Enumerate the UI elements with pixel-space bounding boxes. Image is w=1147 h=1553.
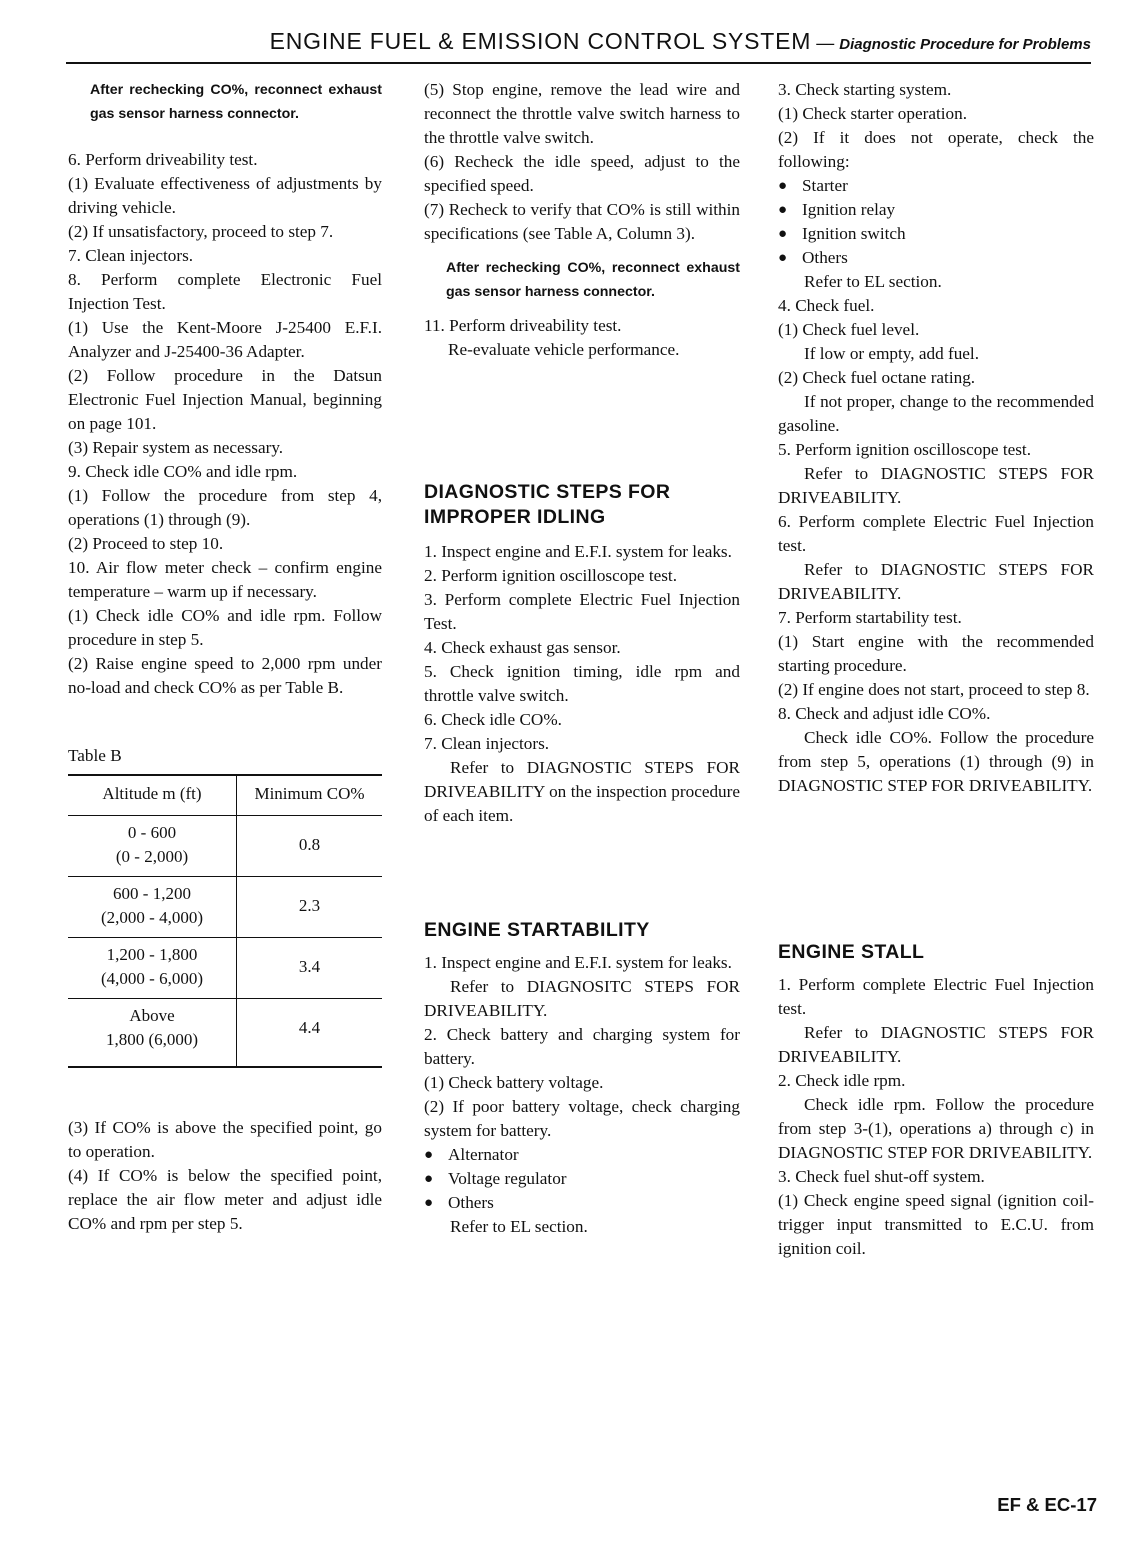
section-engine-startability-title: ENGINE STARTABILITY bbox=[424, 919, 650, 941]
step-6-2: (2) If unsatisfactory, proceed to step 7. bbox=[68, 222, 334, 241]
startability-refer: Refer to DIAGNOSITC STEPS FOR DRIVEABILITY. bbox=[424, 977, 740, 1020]
step-8-3: (3) Repair system as necessary. bbox=[68, 438, 284, 457]
startability-step-3-2: (2) If it does not operate, check the following: bbox=[778, 128, 1094, 171]
column-right bbox=[778, 78, 1094, 1261]
step-10-7: (7) Recheck to verify that CO% is still within specifications (see Table A, Column 3). bbox=[424, 200, 740, 243]
startability-step-7-2: (2) If engine does not start, proceed to step 8. bbox=[778, 680, 1090, 699]
table-cell-altitude: Above 1,800 (6,000) bbox=[68, 999, 237, 1068]
step-9: 9. Check idle CO% and idle rpm. bbox=[68, 462, 298, 481]
bullet-icon: ● bbox=[778, 178, 788, 194]
idling-step-1: 1. Inspect engine and E.F.I. system for leaks. bbox=[424, 542, 732, 561]
step-8-2: (2) Follow procedure in the Datsun Electronic Fuel Injection Manual, beginning on page 101. bbox=[68, 366, 382, 433]
step-6-1: (1) Evaluate effectiveness of adjustments by driving vehicle. bbox=[68, 174, 382, 217]
table-row bbox=[68, 877, 382, 938]
section-improper-idling-title: DIAGNOSTIC STEPS FOR IMPROPER IDLING bbox=[424, 481, 671, 528]
table-header-minimum-co: Minimum CO% bbox=[237, 775, 383, 816]
step-10-1: (1) Check idle CO% and idle rpm. Follow procedure in step 5. bbox=[68, 606, 382, 649]
step-8-1: (1) Use the Kent-Moore J-25400 E.F.I. Analyzer and J-25400-36 Adapter. bbox=[68, 318, 382, 361]
step-11-text: Re-evaluate vehicle performance. bbox=[448, 340, 680, 359]
bullet-icon: ● bbox=[778, 202, 788, 218]
bullet-icon: ● bbox=[778, 250, 788, 266]
section-engine-stall-title: ENGINE STALL bbox=[778, 941, 925, 963]
idling-refer-note: Refer to DIAGNOSTIC STEPS FOR DRIVEABILITY on the inspection procedure of each item. bbox=[424, 758, 740, 825]
table-cell-min-co: 4.4 bbox=[298, 1018, 321, 1037]
page-number: EF & EC-17 bbox=[997, 1494, 1097, 1515]
step-8-text: Check idle CO%. Follow the procedure from step 5, operations (1) through (9) in DIAGNOSTIC STEP FOR DRIVEABILITY. bbox=[778, 728, 1094, 795]
list-item: ● Others bbox=[424, 1191, 740, 1215]
step-9-1: (1) Follow the procedure from step 4, operations (1) through (9). bbox=[68, 486, 382, 529]
step-11: 11. Perform driveability test. bbox=[424, 316, 622, 335]
startability-step-2-2: (2) If poor battery voltage, check charging system for battery. bbox=[424, 1097, 740, 1140]
startability-step-6: 6. Perform complete Electric Fuel Injection test. bbox=[778, 512, 1094, 555]
startability-refer-el: Refer to EL section. bbox=[450, 1217, 588, 1236]
table-cell-altitude: 0 - 600 (0 - 2,000) bbox=[68, 816, 237, 877]
startability-step-5: 5. Perform ignition oscilloscope test. bbox=[778, 440, 1032, 459]
step-10-3: (3) If CO% is above the specified point, go to operation. bbox=[68, 1118, 382, 1161]
idling-step-5: 5. Check ignition timing, idle rpm and throttle valve switch. bbox=[424, 662, 740, 705]
list-item: ● Starter bbox=[778, 174, 1094, 198]
idling-step-3: 3. Perform complete Electric Fuel Injection Test. bbox=[424, 590, 740, 633]
stall-step-2: 2. Check idle rpm. bbox=[778, 1071, 906, 1090]
table-b-label: Table B bbox=[68, 746, 122, 765]
list-item: ● Ignition switch bbox=[778, 222, 1094, 246]
header-dash: — bbox=[816, 33, 835, 53]
column-left bbox=[68, 78, 382, 1236]
step-10: 10. Air flow meter check – confirm engine temperature – warm up if necessary. bbox=[68, 558, 382, 601]
stall-step-2-text: Check idle rpm. Follow the procedure from step 3-(1), operations a) through c) in DIAGNOSTIC STEP FOR DRIVEABILITY. bbox=[778, 1095, 1094, 1162]
step-7: 7. Clean injectors. bbox=[68, 246, 194, 265]
table-b bbox=[68, 774, 382, 1068]
table-row bbox=[68, 816, 382, 877]
bullet-icon: ● bbox=[424, 1195, 434, 1211]
step-6: 6. Perform driveability test. bbox=[68, 150, 258, 169]
idling-step-2: 2. Perform ignition oscilloscope test. bbox=[424, 566, 678, 585]
stall-step-1: 1. Perform complete Electric Fuel Injection test. bbox=[778, 975, 1094, 1018]
startability-step-2-1: (1) Check battery voltage. bbox=[424, 1073, 604, 1092]
startability-step-7: 7. Perform startability test. bbox=[778, 608, 962, 627]
header-subtitle: Diagnostic Procedure for Problems bbox=[839, 36, 1091, 53]
table-cell-altitude: 600 - 1,200 (2,000 - 4,000) bbox=[68, 877, 237, 938]
table-header-row bbox=[68, 775, 382, 816]
table-cell-altitude: 1,200 - 1,800 (4,000 - 6,000) bbox=[68, 938, 237, 999]
table-row bbox=[68, 938, 382, 999]
startability-step-4-1: (1) Check fuel level. bbox=[778, 320, 920, 339]
idling-step-4: 4. Check exhaust gas sensor. bbox=[424, 638, 621, 657]
table-cell-min-co: 0.8 bbox=[237, 816, 383, 877]
page-header bbox=[66, 28, 1091, 64]
list-item: ● Others bbox=[778, 246, 1094, 270]
reconnect-note: After rechecking CO%, reconnect exhaust gas sensor harness connector. bbox=[446, 260, 740, 300]
list-item: ● Ignition relay bbox=[778, 198, 1094, 222]
bullet-icon: ● bbox=[424, 1171, 434, 1187]
table-cell-min-co: 2.3 bbox=[237, 877, 383, 938]
list-item: ● Voltage regulator bbox=[424, 1167, 740, 1191]
column-middle bbox=[424, 78, 740, 1239]
step-6-refer: Refer to DIAGNOSTIC STEPS FOR DRIVEABILITY. bbox=[778, 560, 1094, 603]
stall-step-1-refer: Refer to DIAGNOSTIC STEPS FOR DRIVEABILITY. bbox=[778, 1023, 1094, 1066]
step-10-6: (6) Recheck the idle speed, adjust to the specified speed. bbox=[424, 152, 740, 195]
startability-step-4: 4. Check fuel. bbox=[778, 296, 875, 315]
startability-step-3-1: (1) Check starter operation. bbox=[778, 104, 967, 123]
table-row bbox=[68, 999, 382, 1068]
refer-el: Refer to EL section. bbox=[804, 272, 942, 291]
step-10-4: (4) If CO% is below the specified point, replace the air flow meter and adjust idle CO% and rpm per step 5. bbox=[68, 1166, 382, 1233]
startability-step-4-2: (2) Check fuel octane rating. bbox=[778, 368, 976, 387]
stall-step-3: 3. Check fuel shut-off system. bbox=[778, 1167, 985, 1186]
startability-step-7-1: (1) Start engine with the recommended starting procedure. bbox=[778, 632, 1094, 675]
startability-step-8: 8. Check and adjust idle CO%. bbox=[778, 704, 991, 723]
step-10-5: (5) Stop engine, remove the lead wire and reconnect the throttle valve switch harness to the throttle valve switch. bbox=[424, 80, 740, 147]
step-9-2: (2) Proceed to step 10. bbox=[68, 534, 224, 553]
startability-step-2: 2. Check battery and charging system for battery. bbox=[424, 1025, 740, 1068]
fuel-level-note: If low or empty, add fuel. bbox=[804, 344, 980, 363]
bullet-icon: ● bbox=[424, 1147, 434, 1163]
list-item: ● Alternator bbox=[424, 1143, 740, 1167]
table-header-altitude: Altitude m (ft) bbox=[68, 775, 237, 816]
step-5-refer: Refer to DIAGNOSTIC STEPS FOR DRIVEABILITY. bbox=[778, 464, 1094, 507]
table-cell-min-co: 3.4 bbox=[237, 938, 383, 999]
step-8: 8. Perform complete Electronic Fuel Injection Test. bbox=[68, 270, 382, 313]
bullet-icon: ● bbox=[778, 226, 788, 242]
reconnect-note: After rechecking CO%, reconnect exhaust gas sensor harness connector. bbox=[90, 82, 382, 122]
startability-step-3: 3. Check starting system. bbox=[778, 80, 952, 99]
idling-step-7: 7. Clean injectors. bbox=[424, 734, 550, 753]
step-10-2: (2) Raise engine speed to 2,000 rpm under no-load and check CO% as per Table B. bbox=[68, 654, 382, 697]
octane-note: If not proper, change to the recommended gasoline. bbox=[778, 392, 1094, 435]
idling-step-6: 6. Check idle CO%. bbox=[424, 710, 562, 729]
header-title: ENGINE FUEL & EMISSION CONTROL SYSTEM bbox=[269, 28, 812, 54]
startability-step-1: 1. Inspect engine and E.F.I. system for leaks. bbox=[424, 953, 732, 972]
stall-step-3-1: (1) Check engine speed signal (ignition coil-trigger input transmitted to E.C.U. from ignition coil. bbox=[778, 1191, 1094, 1258]
